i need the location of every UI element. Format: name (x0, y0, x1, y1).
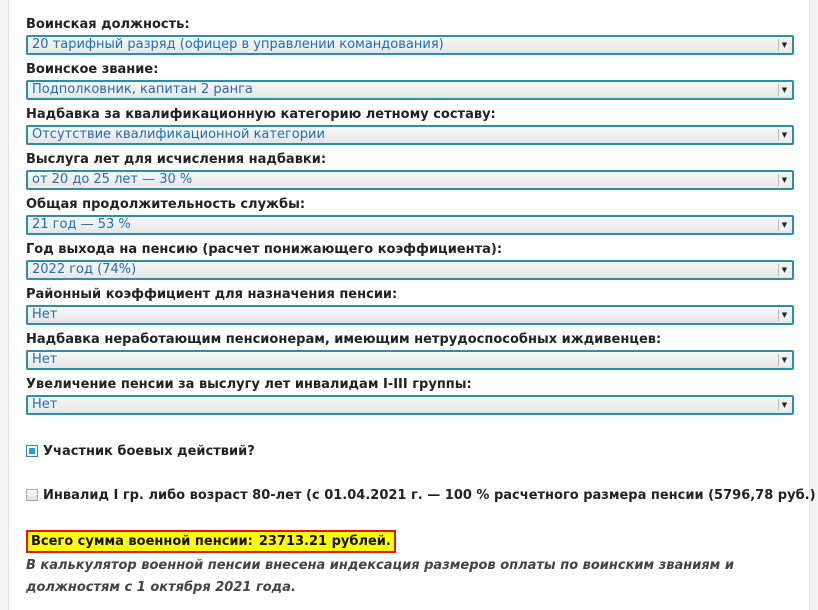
select-value: Отсутствие квалификационной категории (32, 127, 325, 142)
select-value: Нет (32, 397, 58, 412)
select-value: Нет (32, 307, 58, 322)
field-label: Общая продолжительность службы: (26, 197, 306, 212)
select-value: Нет (32, 352, 58, 367)
indexation-note: В калькулятор военной пенсии внесена индексация размеров оплаты по воинским званиям и должностям с 1 октября 2021 года. (26, 558, 734, 595)
rank-select[interactable] (26, 80, 794, 100)
chevron-down-icon: ▼ (778, 129, 790, 141)
chevron-down-icon: ▼ (778, 399, 790, 411)
total-label: Всего сумма военной пенсии: (31, 534, 253, 549)
chevron-down-icon: ▼ (778, 354, 790, 366)
chevron-down-icon: ▼ (778, 309, 790, 321)
seniority-bonus-select[interactable] (26, 170, 794, 190)
service-length-select[interactable] (26, 215, 794, 235)
combat-veteran-checkbox[interactable] (26, 445, 38, 457)
select-value: 2022 год (74%) (32, 262, 137, 277)
dependents-bonus-select[interactable] (26, 350, 794, 370)
position-select[interactable] (26, 35, 794, 55)
select-value: 21 год — 53 % (32, 217, 131, 232)
field-seniority-bonus (26, 151, 794, 190)
chevron-down-icon: ▼ (778, 174, 790, 186)
invalid-age-checkbox[interactable] (26, 489, 38, 501)
field-label: Воинское звание: (26, 62, 159, 77)
total-pension-result (26, 530, 396, 553)
page-edge-right (809, 0, 818, 610)
field-label: Увеличение пенсии за выслугу лет инвалидам I-III группы: (26, 377, 472, 392)
field-label: Районный коэффициент для назначения пенсии: (26, 287, 398, 302)
field-label: Выслуга лет для исчисления надбавки: (26, 152, 327, 167)
select-value: Подполковник, капитан 2 ранга (32, 82, 253, 97)
field-label: Надбавка неработающим пенсионерам, имеющим нетрудоспособных иждивенцев: (26, 332, 662, 347)
field-qualification (26, 106, 794, 145)
field-label: Надбавка за квалификационную категорию летному составу: (26, 107, 496, 122)
page-edge-left (0, 0, 9, 610)
select-value: 20 тарифный разряд (офицер в управлении командования) (32, 37, 444, 52)
chevron-down-icon: ▼ (778, 219, 790, 231)
chevron-down-icon: ▼ (778, 39, 790, 51)
retirement-year-select[interactable] (26, 260, 794, 280)
combat-veteran-label: Участник боевых действий? (43, 444, 255, 459)
field-regional-coefficient (26, 286, 794, 325)
qualification-select[interactable] (26, 125, 794, 145)
field-label: Год выхода на пенсию (расчет понижающего коэффициента): (26, 242, 503, 257)
field-label: Воинская должность: (26, 17, 190, 32)
field-service-length (26, 196, 794, 235)
field-position (26, 16, 794, 55)
combat-veteran-row (26, 444, 255, 459)
disability-increase-select[interactable] (26, 395, 794, 415)
field-rank (26, 61, 794, 100)
field-disability-increase (26, 376, 794, 415)
invalid-age-label: Инвалид I гр. либо возраст 80-лет (с 01.04.2021 г. — 100 % расчетного размера пенсии (5796,78 руб.) (43, 488, 816, 503)
chevron-down-icon: ▼ (778, 84, 790, 96)
field-retirement-year (26, 241, 794, 280)
select-value: от 20 до 25 лет — 30 % (32, 172, 193, 187)
chevron-down-icon: ▼ (778, 264, 790, 276)
invalid-age-row (26, 488, 816, 503)
field-dependents-bonus (26, 331, 794, 370)
total-amount: 23713.21 рублей. (258, 534, 391, 549)
regional-coefficient-select[interactable] (26, 305, 794, 325)
